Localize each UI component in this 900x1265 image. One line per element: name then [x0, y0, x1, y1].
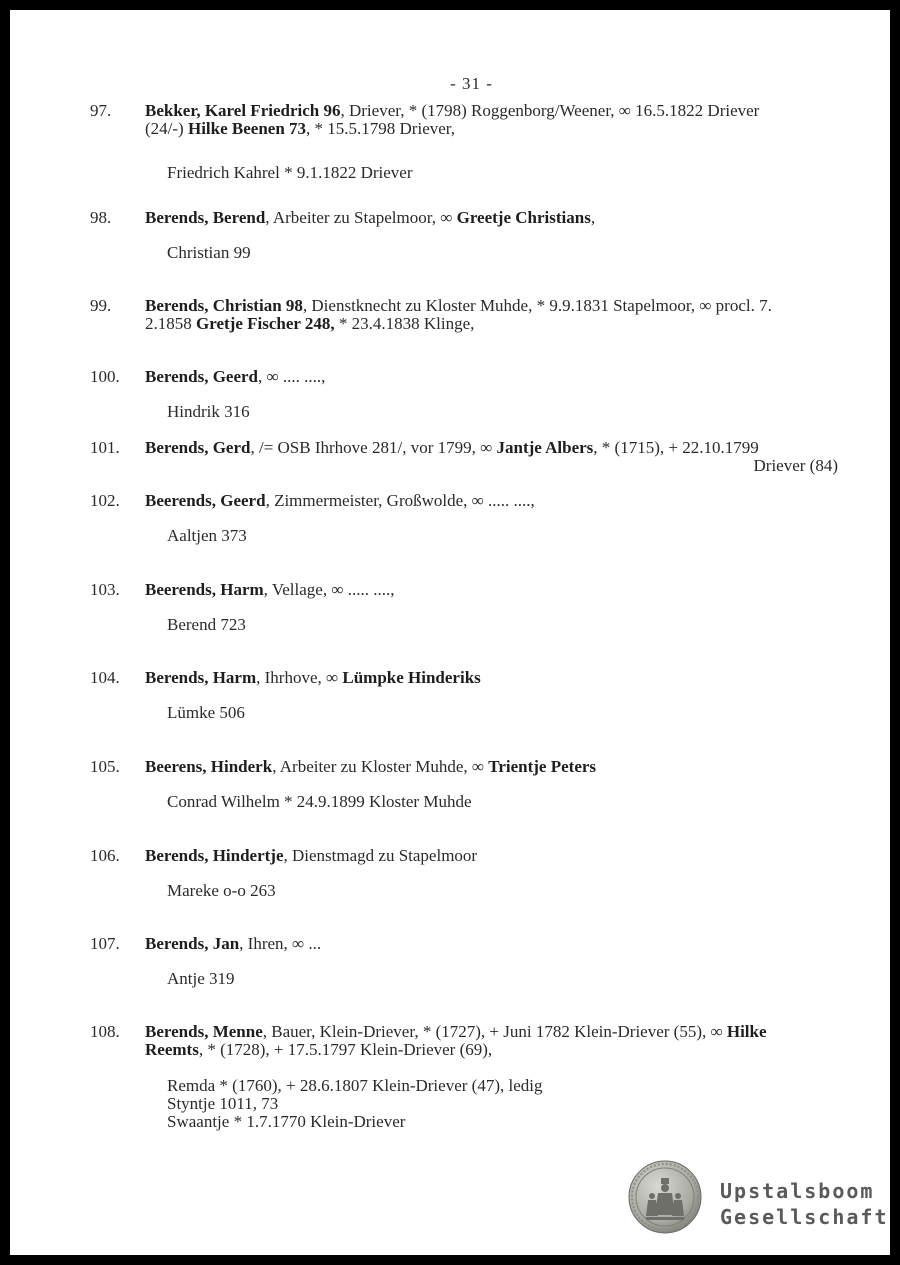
entry-line	[145, 1041, 840, 1059]
entry-line	[145, 847, 840, 865]
entry-line	[145, 120, 840, 138]
entry-number: 108.	[90, 1022, 120, 1041]
entry-number: 107.	[90, 934, 120, 953]
entry-line	[145, 581, 840, 599]
entry-text: , Vellage, ∞ ..... ....,	[263, 580, 395, 599]
child-line: Mareke o-o 263	[167, 881, 276, 900]
entry-text: , ∞ .... ....,	[258, 367, 326, 386]
entry-line	[145, 209, 840, 227]
entry-name: Beerends, Geerd	[145, 491, 266, 510]
entry-line	[145, 935, 840, 953]
spouse-name: Hilke Beenen 73	[187, 119, 307, 138]
spouse-name: Gretje Fischer 248,	[196, 314, 335, 333]
entry-text: , Bauer, Klein-Driever, * (1727), + Juni 1782 Klein-Driever (55), ∞	[262, 1022, 727, 1041]
child-line: Antje 319	[167, 969, 235, 988]
entry-text: , Arbeiter zu Kloster Muhde, ∞	[272, 757, 489, 776]
child-line: Remda * (1760), + 28.6.1807 Klein-Driever (47), ledig	[167, 1076, 543, 1095]
entry-text: , * (1728), + 17.5.1797 Klein-Driever (69),	[198, 1040, 493, 1059]
entry-text: , Ihrhove, ∞	[256, 668, 343, 687]
child-line: Hindrik 316	[167, 402, 250, 421]
entry-number: 101.	[90, 438, 120, 457]
brand-logo	[720, 1178, 889, 1230]
brand-line-2: Gesellschaft	[720, 1205, 889, 1229]
entry-number: 103.	[90, 580, 120, 599]
child-line: Christian 99	[167, 243, 251, 262]
entry-text: , Ihren, ∞ ...	[239, 934, 322, 953]
seal-icon	[628, 1160, 702, 1234]
child-line: Friedrich Kahrel * 9.1.1822 Driever	[167, 163, 413, 182]
entry-text: ,	[590, 208, 596, 227]
entry-name: Berends, Hindertje	[145, 846, 284, 865]
entry-text: , * 15.5.1798 Driever,	[306, 119, 456, 138]
entry-line	[145, 1023, 840, 1041]
entry-name: Berends, Menne	[145, 1022, 263, 1041]
entry-number: 100.	[90, 367, 120, 386]
spouse-name: Greetje Christians	[456, 208, 591, 227]
entry-text: 2.1858	[145, 314, 196, 333]
spouse-name: Lümpke Hinderiks	[342, 668, 481, 687]
entry-text: , Dienstknecht zu Kloster Muhde, * 9.9.1831 Stapelmoor, ∞ procl. 7.	[302, 296, 772, 315]
entry-name: Beerends, Harm	[145, 580, 264, 599]
entry-text: , /= OSB Ihrhove 281/, vor 1799, ∞	[250, 438, 497, 457]
entry-line	[145, 669, 840, 687]
entry-text: , Arbeiter zu Stapelmoor, ∞	[265, 208, 457, 227]
entry-number: 99.	[90, 296, 112, 315]
entry-line	[145, 102, 840, 120]
entry-number: 97.	[90, 101, 112, 120]
entry-name: Berends, Berend	[145, 208, 266, 227]
entry-line	[145, 492, 840, 510]
child-line: Berend 723	[167, 615, 246, 634]
child-line: Styntje 1011, 73	[167, 1094, 279, 1113]
entry-name: Berends, Gerd	[145, 438, 251, 457]
entry-text: , Zimmermeister, Großwolde, ∞ ..... ....,	[265, 491, 535, 510]
entry-line-right: Driever (84)	[753, 456, 838, 475]
entry-number: 104.	[90, 668, 120, 687]
child-line: Aaltjen 373	[167, 526, 247, 545]
entry-number: 102.	[90, 491, 120, 510]
entry-text: , * (1715), + 22.10.1799	[593, 438, 759, 457]
entry-name: Berends, Harm	[145, 668, 257, 687]
child-line: Swaantje * 1.7.1770 Klein-Driever	[167, 1112, 406, 1131]
document-page	[10, 10, 890, 1255]
brand-line-1: Upstalsboom	[720, 1179, 875, 1203]
entry-line	[145, 439, 840, 457]
spouse-name: Jantje Albers	[496, 438, 594, 457]
spouse-name: Trientje Peters	[488, 757, 597, 776]
entry-number: 98.	[90, 208, 112, 227]
entry-name: Berends, Christian 98	[145, 296, 303, 315]
entry-text: (24/-)	[145, 119, 188, 138]
spouse-name: Hilke	[726, 1022, 767, 1041]
entry-line	[145, 368, 840, 386]
entry-line	[145, 297, 840, 315]
entry-line	[145, 315, 840, 333]
page-number: - 31 -	[450, 74, 493, 93]
entry-line	[145, 758, 840, 776]
child-line: Lümke 506	[167, 703, 245, 722]
entry-name: Beerens, Hinderk	[145, 757, 273, 776]
child-line: Conrad Wilhelm * 24.9.1899 Kloster Muhde	[167, 792, 472, 811]
entry-number: 105.	[90, 757, 120, 776]
entry-text: * 23.4.1838 Klinge,	[334, 314, 475, 333]
entry-text: , Dienstmagd zu Stapelmoor	[283, 846, 478, 865]
spouse-name: Reemts	[145, 1040, 199, 1059]
entry-number: 106.	[90, 846, 120, 865]
entry-text: , Driever, * (1798) Roggenborg/Weener, ∞ 16.5.1822 Driever	[340, 101, 760, 120]
entry-name: Bekker, Karel Friedrich 96	[145, 101, 341, 120]
entry-name: Berends, Jan	[145, 934, 240, 953]
entry-name: Berends, Geerd	[145, 367, 259, 386]
